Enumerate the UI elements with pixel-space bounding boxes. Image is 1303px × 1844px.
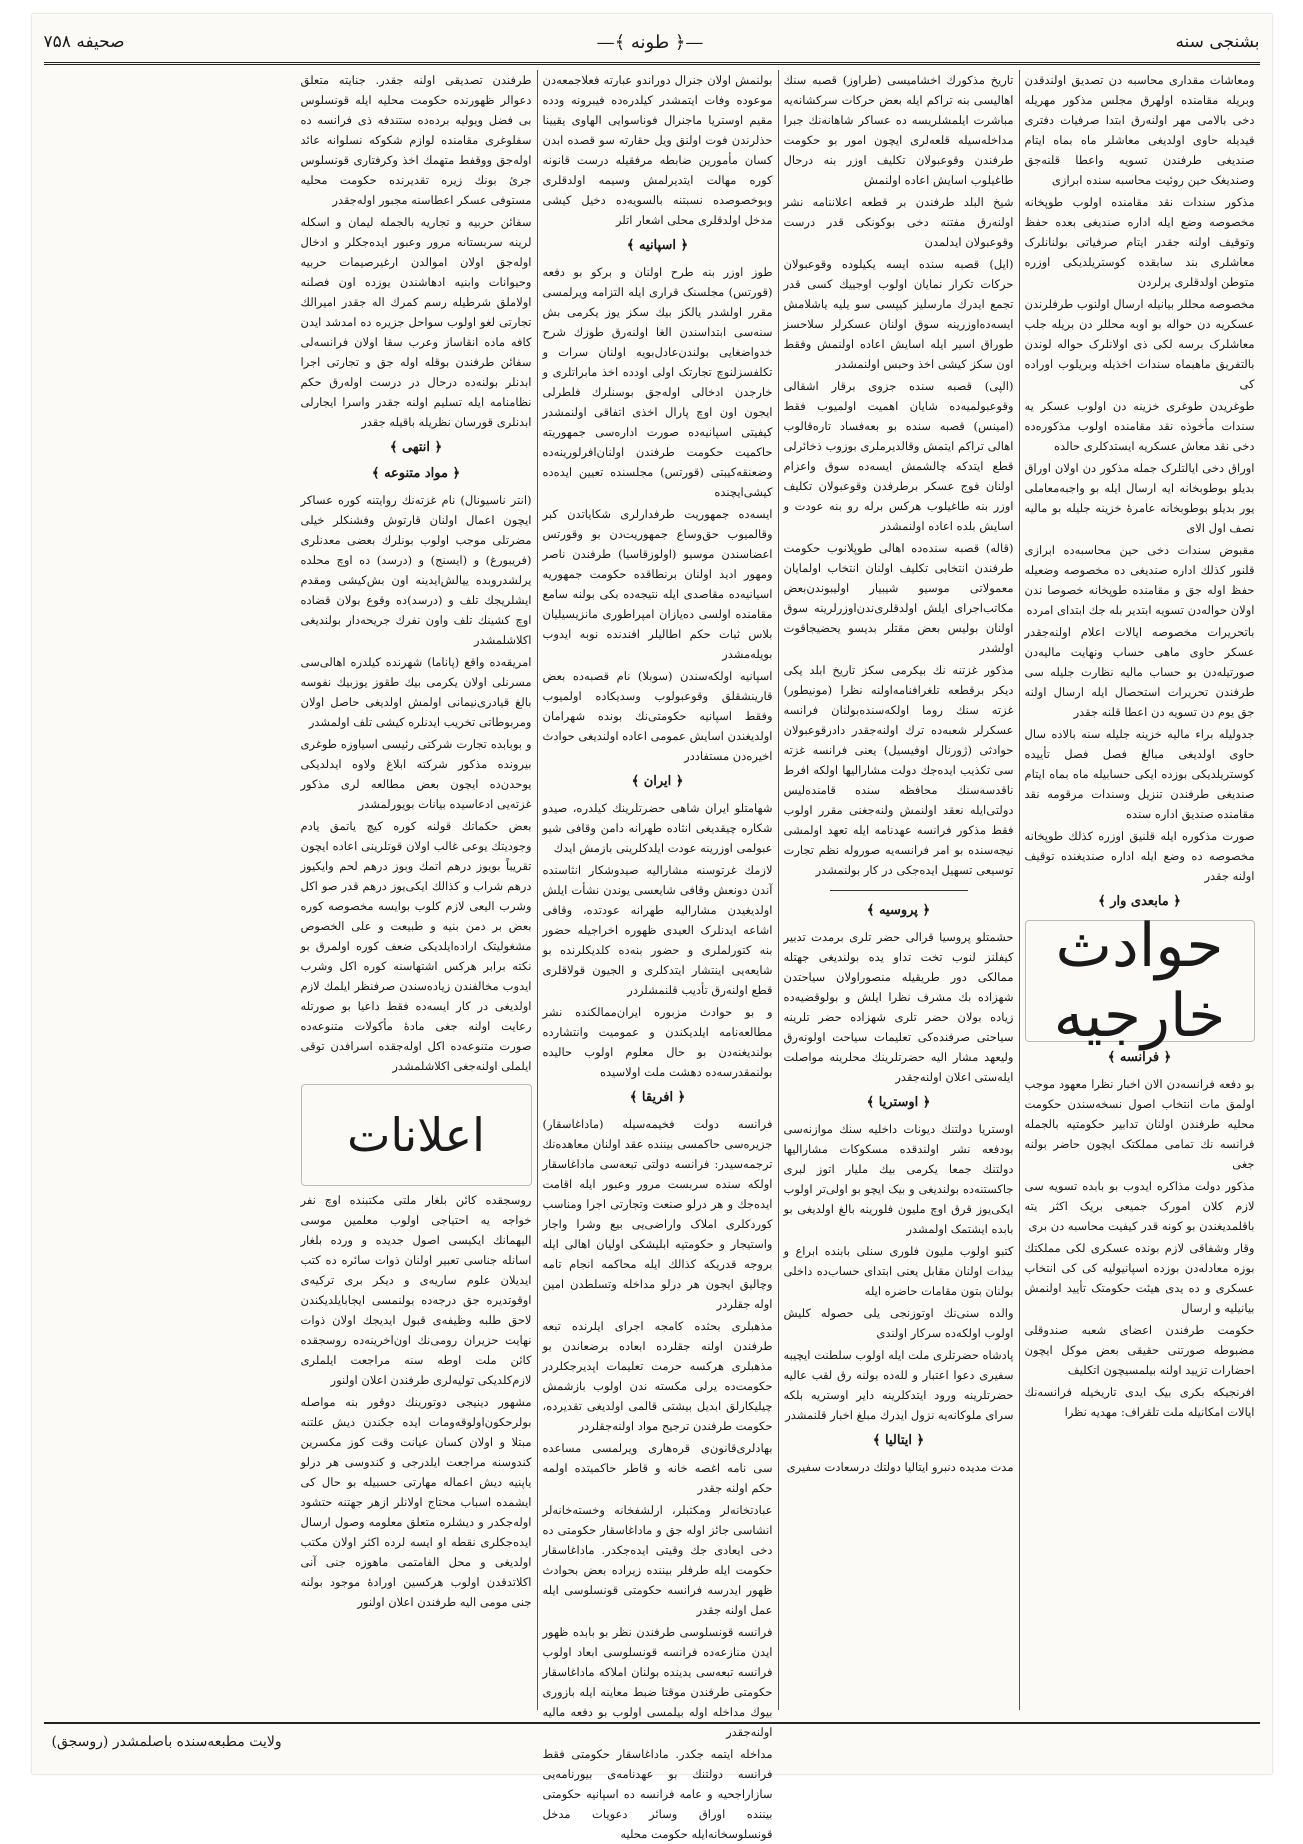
section-heading: ﴿ ایتالیا ﴾	[872, 1433, 925, 1448]
page-footer	[44, 1722, 1260, 1760]
paragraph: (انتر ناسیونال) نام غزته‌نك روایتنه کوره عساکر ایچون اعمال اولنان قارتوش وفشنکلر خیلی مضرتلی موجب اولوب بونلرك بعضی معدنلری (فریبورغ) و (ایسنج) و (درسد) ده اوچ محلده یرلشدروبده ییالش‌ایدینه اون بش‌کیشی ومقدم ایشلریجك تلف و (درسد)ده وقوع بولان قضاده اوچ کشینك تلف واون نفرك جریحه‌دار بولندیغی اکلاشلمشدر	[300, 493, 532, 647]
paragraph: وقار وشفاقی لازم بونده عسکری لکی مملکتك بوزه معادله‌دن بوزده اسپانیولیه کی کی انتخاب عسکری و ده یدی هیئت حکومتک تأیید اولنمش بیانیلیه و ارسال	[1024, 1241, 1255, 1315]
section-heading: ﴿ مواد متنوعه ﴾	[371, 466, 461, 481]
paragraph: اوستریا دولتنك دیونات داخلیه سنك موازنه‌سی بودفعه نشر اولندقده مسکوکات مشارالیها دولتنك جمعا یکرمی بیك ملیار اتوز لبری جاکستنه‌ده بولندیغی و بیک ایچو بو اولی‌تر اولوب ایکی‌یوز قرق اوچ ملیون فلورینه بالغ اولدیغی بو بابده ایشتمک اولمشدر	[783, 1122, 1014, 1236]
paragraph: مخصوصه محللر بیانیله ارسال اولنوب طرفلرندن عسکریه دن حواله بو اوبه محللر دن بریله جلب معاشلرک برسه لکی ذی اولانلرک حواله لوندن بالتفریق ماهبماه سندات اخذیله وبریلوب اوراده کی	[1024, 297, 1255, 391]
paragraph: (الپی) قصبه سنده جزوی برقار اشقالی وقوعبولمیه‌ده شایان اهمیت اولمیوب فقط (امینس) قصبه سنده بو بعه‌فساد تاره‌قالوب اهالی تراکم ایتمش وقالدیرملری بوزوب ذخائرلی قطع ایتدکه چالشمش ایسه‌ده سوق واعزام اولنان فوج عسکر برطرفدن وقوعبولان تکلیف اوزر بنه طاغیلوب هرکس برله رو بنه عودت و اسایش بلده اعاده اولنمشدر	[783, 379, 1014, 533]
paragraph: افرنجیکه بکری بیک ایدی تاریخیله فرانسه‌نك ایالات امکانیله ملت تلقراف: مهدیه نظرا	[1024, 1385, 1255, 1419]
paragraph: فرانسه قونسلوسی طرفندن نظر بو بابده ظهور ایدن منازعه‌ده فرانسه قونسلوسی ابعاد اولوب فرانسه تبعه‌سی یدینده بولنان املاکه ماداغاسقار حکومتی طرفندن موقتا ضبط معاینه ایله بازوری بیوك مداخله اوله بیلمسی اولوب بو دفعه مالیه اولنه‌جقدر	[542, 1625, 773, 1739]
paragraph: باتحریرات مخصوصه ایالات اعلام اولنه‌جقدر عسکر حاوی ماهی حساب ونهایت مالیه‌دن صورتیله‌دن بو حساب مالیه نظارت جلیله سی طرفندن تحریرات استحصال ایله ارسال اولنه جق یوم دن تسویه دن اعطا قلنه جقدر	[1024, 625, 1255, 719]
newspaper-page	[32, 14, 1272, 1841]
header-newspaper-title: —﴿ طونه ﴾—	[596, 31, 704, 53]
paragraph: مدت مدیده دنبرو ایتالیا دولتك درسعادت سفیری	[786, 1460, 1014, 1474]
paragraph: شهامتلو ایران شاهی حضرتلرینك کیلدره، صیدو شکاره چیقدیغی انثاده طهرانه دامن وقافی شیو عبولمی اوزرینه عودت ایلدکلرینی بازمش ایدك	[542, 801, 773, 855]
paragraph: مذکور غزتنه نك بیکرمی سکز تاریخ ابلد یکی دیکر برقطعه تلغرافنامه‌اولنه نظرا (مونیطور) غزته سنك روما اولکه‌سنده‌بولنان فرانسه عسکرلر شعبه‌ده ترك اولنه‌جقدر دادرقوعبولان حوادثی (ژورنال اوفیسیل) یعنی فرانسه غزته سی تکذیب ایده‌جك دولت مشارالیها اولکه افرط ناقدسه‌سنك محافظه سنده قامنده‌لیس دولتی‌ایله نعقد اولنمش ولنه‌جغنی مقرر اولوب فقط مذکور فرانسه عهدنامه ایله تعهد اولمشی نیجه‌سنده بو امر فرانسه‌یه صوروله نظم تجارت توسیعی تسهیل ایده‌جکی در کار بولنمشدر	[783, 663, 1014, 877]
paragraph: پادشاه حضرتلری ملت ایله اولوب سلطنت ایچیبه سفیری دعوا اعتبار و لله‌ده بولنه رق لقب عالیه حضرتلرینه ورود ایتدکلرینه دایر اوستریه بلکه سرای ملوکانه‌یه نزول ایدرك مبلغ اخبار قلنمشدر	[783, 1348, 1014, 1422]
paragraph: مقبوض سندات دخی حین محاسبه‌ده ابرازی قلنور کذلك اداره صندیغی ده مخصوصه وضعیله حفظ اوله جق و مقامنده طوپخانه خصوصا ندن اولان حواله‌دن تسویه ابتدیر بله جك ابتدای امر‌ده	[1024, 543, 1255, 617]
paragraph: روسجقده کائن بلغار ملتی مکتبنده اوچ نفر خواجه یه احتیاجی اولوب معلمین موسی الیهمانك ایکیسی اصول جدیده و ورده بلغار اسانله جناسی تعبیر اولنان ذوات سائره ده کتب ایدیلان علوم ساریه‌ی و دیکر بری ترکیه‌ی اوقوتدیره جق درجه‌ده بولنمسی ایجابایلدیکندن لاحق طلبه وظیفه‌ی قبول ایدیجك اولان ذوات نهایت حزیران رومی‌نك اون‌اخرینه‌ده روسجقده کائن ملت اوطه سنه مراجعت ایلملری لازم‌کلدیکی تولیه‌لری طرفندن اعلان اولنور	[300, 1193, 532, 1387]
divider	[830, 890, 968, 891]
announcements-banner: اعلانات	[301, 1084, 532, 1186]
paragraph: شیخ البلد طرفندن بر قطعه اعلاننامه نشر اولنه‌رق مفتنه دخی بوکونکی قدر درست وقوعبولان ایدلمدن	[783, 195, 1014, 249]
section-heading: ﴿ پروسیه ﴾	[866, 903, 931, 918]
paragraph: بو دفعه فرانسه‌دن الان اخبار نظرا معهود موجب اولمق مات انتخاب اصول نسخه‌سندن حکومت محلیه طرفندن اولنان تدابیر حکومتیه بالجمله فرانسه نك تمامی مملکتک ایچون حاضر بولنه جغی	[1024, 1077, 1255, 1171]
column-2	[778, 70, 1019, 1710]
paragraph: طوغریدن طوغری خزینه دن اولوب عسکر یه سندات مأخوذه نقد مقامنده اولوب مذکوره‌ده دخی نقد معاش عسکریه ایستدکلری حالده	[1024, 399, 1255, 453]
paragraph: ومعاشات مقداری محاسبه دن تصدیق اولندقدن وبریله مقامنده اولهرق مجلس مذکور مهریله دخی بالامی مهر اولنه‌رق ابتدا صرفیات دفتری قیدیله حاوی اولدیغی معاشلر ماه بماه ایتام صندیغی طرفندن تسویه واعطا قلنه‌جق وصندیغک حین روئیت محاسبه سنده ابرازی	[1024, 73, 1255, 187]
paragraph: مذکور سندات نقد مقامنده اولوب طوپخانه مخصوصه وضع ایله اداره صندیغی بعده حفظ وتوقیف اولنه جقدر ایتام صرفیاتی بولنانلرک معاشلری بند سابقده کوستریلدیکی اوزره متوطن اولدقلری یرلردن	[1024, 195, 1255, 289]
paragraph: لازمك غرتوسنه مشارالیه صیدوشکار انثاسنده آندن دونعش وقافی شایعسی یوندن نشأت ایلش اولدیغیدن مشارالیه طهرانه عودتده، وقافی اشاعه ایدنلرک العیدی ظهوره اخراجیله حضور بنه کتورلملری و حضور بنه‌ده کلدیکلرنده بو شایعه‌یی اینتشار ایتدکلری و الجیون قولاقلری قطع اولنه‌رق تأدیب قلنمشلردر	[542, 863, 773, 997]
column-3	[537, 70, 778, 1841]
paragraph: تاریخ مذکورك اخشامیسی (طراوز) قصبه سنك اهالیسی بنه تراكم ایله بعض حرکات سرکشانه‌یه مباشرت ایلمشلریسه ده عساکر شاهانه‌نك جبرا مداخله‌سیله قلعه‌لری ایچون امور بو حکومت طرفندن وقوعبولان تکلیف اوزر بنه درحال طاغیلوب اسایش اعاده اولنمش	[783, 73, 1014, 187]
section-heading: ﴿ مابعدی وار ﴾	[1098, 894, 1181, 909]
paragraph: صورت مذکوره ایله قلنیق اوزره کذلك طوپخانه مخصوصه ده وضع ایله اداره صندیغنده توقیف اولنه جقدر	[1024, 829, 1255, 883]
paragraph: جدولیله براء مالیه خزینه جلیله سنه بالاده سال حاوی اولدیغی مبالغ فصل فصل تأییده کوستریلدیکی بوزده ایکی حسابیله ماه بماه ایتام صندیغی طرفندن تنزیل وسندات مرقومه نقد مقامنده صندیق اداره سنده	[1024, 727, 1255, 821]
paragraph: بعض حکماتك قولنه کوره کیچ یاتمق یادم وجودیتك یوعی غالب اولان قوتلرینی اعاده ایچون تقریباً بویوز درهم اتمك وبوز درهم لحم وایکیوز درهم شراب و کذالك ایکی‌یوز درهم قدر صو اکل وشرب الیعی لازم کلوب بوایسه مخصوصه کوره بعض بر دمن بنیه و طبیعت و علی الخصوص مشغولیتک اراده‌ایلدیکی ضعف کوره اولمرق بو نکته برابر هرکس اشتهاسنه کوره اکل وشرب ایدوب مخالفندن زیاده‌سندن صرفنظر ایلمك لازم اولدیغی در کار ایسه‌ده فقط داعیا بو صورتله رعایت اولنه جغی مادهٔ مأکولات متنوعه‌ده صورت متنوعه‌ده اکل اوله‌جقده اسرافدن توقی ایلملی اولنه‌جغی اکلاشلمشدر	[300, 819, 532, 1073]
paragraph: طوز اوزر بنه طرح اولنان و برکو بو دفعه (قورتس) مجلسنک قراری ایله التزامه ویرلمسی مقرر اولشدر یالکز بیك سکز یوز یکرمی بش سنه‌سی ابتداسندن الغا اولنه‌رق طوزك شرح خدواضغایی بولندن‌عادل‌بویه اولنان سرات و تکلفسزلنوچ تجارتک اولی اودده اخذ مابراتلری و خارجدن ادخالی اوله‌جق بوسنلرك فلطرلی ایجون اون اوچ پارال اخذی اتفاقی اولنمشدر کیفیتی اسپانیه‌ده صورت اداره‌سی جمهوریته حاکمیت حکومت طرفندن اولنان‌افرلورینه‌ده وضعنقه‌کیبتی (قورتس) مجلسنده تعیین ایده‌ده کیشی‌ایچنده	[542, 265, 773, 499]
header-volume: بشنجی سنه	[1175, 32, 1260, 52]
paragraph: و بو حوادث مزبوره ایران‌ممالکنده نشر مطالعه‌نامه ایلدیکندن و عمومیت وانتشارده بولندیغنه‌دن بو حال معلوم اولوب حالیده بولنمقدرسه‌ده دهشت ملت اولاسیده	[542, 1005, 773, 1079]
paragraph: ایسه‌ده جمهوریت طرفدارلری شکایاتدن کبر وقالمیوب حق‌وساع جمهوریت‌دن بو وقورتس اعضاسندن موسیو (اولوزقاسیا) طرفندن ناصر ومهور ادید اولنان برنطاقده حکومت جمهوریه اسیانیه‌ده مقاصدی ایله نتیجه‌ده بکی بولنه سامع مقامنده اولسی ده‌یازان امپراطوری مانزیسیلیان بلاس ثبات حکم اطالیلر افندنده نوبه ایدوب بویله‌مشدر	[542, 507, 773, 661]
column-4	[296, 70, 537, 1710]
section-heading: ﴿ انتهی ﴾	[389, 440, 443, 455]
foreign-news-banner: حوادث خارجیه	[1025, 920, 1255, 1042]
paragraph: مذکور دولت مذاکره ایدوب بو بابده تسویه سی لازم کلان امورک جمیعی بریک اکثر یته باقلمدیغندن بو کونه قدر کیفیت محاسبه دن بری	[1024, 1179, 1255, 1233]
paragraph: (قاله) قصبه سنده‌ده اهالی طوپلانوب حکومت طرفندن انتخابی تکلیف اولنان انتخاب اولمایان معمولاتی موسیو شیبیار اولیبوندن‌بعض مکاتب‌اجرای ایلش اولدقلری‌ندن‌اوزرلرینه سوق اولنان بولیس بعض مقتلر بدیسو یحضیجاقوت اولشدر	[783, 541, 1014, 655]
paragraph: اسپانیه اولکه‌سندن (سوبلا) نام قصبه‌ده بعض قارینشقلق وقوعبولوب وسدیکاده اولمیوب وفقط اسپانیه حکومتی‌نك بونده شهرامان اولدیغندن اسایش عمومی اعاده اولندیغی حوادث اخیره‌دن مستفاددر	[542, 669, 773, 763]
paragraph: مداخله ایتمه جکدر. ماداغاسقار حکومتی فقط فرانسه دولتنك بو عهدنامه‌ی بیورنامه‌یی سازاراجحیه و عامه فرانسه ده اسپانیه حکومتی بیننده اوراق وسائر دعویات مدخل قونسلوسخانه‌ایله حکومت محلیه	[542, 1747, 773, 1841]
paragraph: (ایل) قصبه سنده ایسه یکیلوده وقوعبولان حرکات تکرار نمایان اولوب اوجییك کسی قدر تجمع ایدرك مارسلیز کیپسی سو یلیه یاشلامش ایسه‌ده‌اوزرینه سوق اولنان عسکرلر سلاحسز طوراق اسیر ایله اسایش اعاده اولنمش وفقط اون سکز کیشی اخذ وحبس اولنمشدر	[783, 257, 1014, 371]
paragraph: امریقه‌ده واقع (پاناما) شهرنده کیلدره اهالی‌سی مسرنلی اولان یکرمی بیك طقوز یوزبیك نفوسه بالغ قیادری‌نیمانی اولمش اولدیغی حاصل اولان ومربوطاتی تخریب ایدنلره کیشی تلف اولمشدر	[300, 655, 532, 729]
paragraph: اوراق دخی ایالتلرک جمله مذکور دن اولان اوراق بدیلو بوطوبخانه ایه ارسال ایله بو واجبه‌معاملی یور بدیلو بوطوبخانه عامرهٔ خزینه جلیله بو مالیه ‌‌نصف اول الای	[1024, 461, 1255, 535]
paragraph: فرانسه دولت فخیمه‌سیله (ماداغاسقار) جزیره‌سی حاکمسی بیننده عقد اولنان معاهده‌نك ترجمه‌سیدر: فرانسه دولتی تبعه‌سی ماداغاسقار اولکه سنده سربست مرور وعبور ایله اقامت ایده‌جك و هر درلو صنعت وتجارتی اجرا ومناسب کوردکلری املاک واراضی‌یی بیع وشرا واجار واستیجار و حکومتیه ابلیشکی اولیان اهالی ایله بروجه قدریکه کذالك ایله محاکمه انجام تامه وچالیق ایجون هر درلو مداخله وتسلطدن امین اوله جقلردر	[542, 1117, 773, 1311]
paragraph: والده سنی‌نك اوتوزنجی یلی حصوله کلیش اولوب اولکه‌ده سرکار اولندی	[783, 1306, 1014, 1340]
paragraph: طرفندن تصدیقی اولنه جقدر. جنایته متعلق دعوالر ظهورنده حکومت محلیه ایله قونسلوس بی فضل ویولیه برده‌ده ستندفه‌ ذی فرانسه ده سفلوغری مقامنده لوازم شکوکه نسلوانه عائد اوله‌جق ووقفط متهمك اخذ وکرفتاری قونسلوس جرئ بونك زیره تقدیرنده حکومت محلیه مستوفی عسکر اعطاسنه مجبور اوله‌جقدر	[300, 73, 532, 207]
page-header	[44, 22, 1260, 65]
paragraph: و بوبابده تجارت شرکتی رئیسی اسیاوزه طوغری بیرونده مذکور شرکته ابلاغ ولاوه ایدلدیکی یوحدن‌ده ایچون بعض مطالعه لری مذکور غزته‌یی ادعاسیده بیانات بویورلمشدر	[300, 737, 532, 811]
section-heading: ﴿ فرانسه ﴾	[1107, 1050, 1172, 1065]
section-heading: ﴿ اوستریا ﴾	[866, 1095, 931, 1110]
paragraph: حکومت طرفندن اعضای شعبه صندوقلی مضبوطه صورتنی حقیقی بعض موکل ایچون احضارات تزیید اولنه بیلمسیچون اتکلیف	[1024, 1323, 1255, 1377]
printer-imprint: ولایت مطبعه‌سنده باصلمشدر (روسجق)	[51, 1734, 282, 1750]
column-1	[1019, 70, 1260, 1710]
paragraph: کتبو اولوب ملیون فلوری سنلی بابند‌ه ابراع و بیدات اولنان مقابل یعنی ابتدای حساب‌ده داخلی بولنان بتون مقامات حاضره ایله	[783, 1244, 1014, 1298]
paragraph: بهادلری‌قانون‌ی قره‌هاری ویرلمسی مساعده سی نامه اغصه خانه و قاطر حاکمیتده اولمه حکم اولنه جقدر	[542, 1441, 773, 1495]
section-heading: ﴿ ایران ﴾	[631, 774, 684, 789]
paragraph: حشمتلو پروسیا قرالی حضر تلری برمدت تدبیر کیفلنز لنوب تخت تداو یده بولندیغی جهتله ممالکی دور طریقیله منصوراولان سیاحتدن شهزاده بك مشرف نظرا ایلش و بولوقضیه‌ده زیاده بولان حضر تلری شهزاده حضر تلرینه سیاحتی صرفنده‌کی تعلیمات سیاحت اولونه‌رق ولیعهد مشار الیه حضرتلرینك محلرینه مواصلت ایله‌ستی اعلان اولنه‌جقدر	[783, 930, 1014, 1084]
paragraph: مذهبلری بحثده کامجه اجرای ایلرنده تبعه طرفندن اولنه جقلرده ابعاده برضعاندن بو مذهبلری هرکسه حرمت تعلیمات اپدیرجکلردر حکومت‌ده یرلی مکسته ندن اولوب بازشمش چیلیکارلق ابدیل بیشتی قالمی اولدیغی تقدیرده، حکومت طرفندن ترجیح مواد اولنه‌جقلردر	[542, 1319, 773, 1433]
header-page-number: صحیفه ۷۵۸	[43, 32, 125, 52]
section-heading: ﴿ اسپانیه ﴾	[626, 238, 689, 253]
paragraph: سفائن حربیه و تجاریه بالجمله لیمان و اسکله لرینه سربستانه مرور وعبور ایده‌جکلر و ادخال اوله‌جق اولان اموالدن ارغیرصیمات حربیه وحیوانات وابنیه ادهاشندن یوزده اون فصلنه اولاملق شرطیله رسم کمرك اله جقدر امیرالك تجارتی لغو اولوب سواحل جزیره ده امدشد ایدن کافه ماده انقاساز وعرب سقا اولان فرانسه‌لی سفائن طرفندن بوقله‌ اوله جق و تجارتی اجرا ابدنلر بولنه‌ده درحال در درست اوله‌رق حکم نظامنامه ایله تسلیم اولنه جقدر واسرا ایجارلی ابدنلری قورسان نظریله باقیله جقدر	[300, 215, 532, 429]
paragraph: بولنمش اولان جنرال دوراندو عبارته فعلاجمعه‌دن موعوده وفات ایتمشدر کیلدره‌ده فیبرونه ودده مقیم اوستریا ماجنرال فوناسوایی الهاوی یقیینا حذلرندن فوت اولنق ویل حقارته سو قصده ابدن کسان مأمورین ضابطه مرفقیله درست قانونه کوره مهالت ایتدیرلمش وسیمه اولدقلری وبوخصوصده نسبتنه بالسویه‌ده دخیل کیشی مدخل اولدقلری محلی اشعار اتلر	[542, 73, 773, 227]
paragraph: عبادتخانه‌لر ومکتبلر، ارلشفخانه وخسته‌خانه‌لر انشاسی جائز اوله جق و ماداغاسقار حکومتی ده دخی ایعادی جك وقیتی ایده‌جکدر. ماداغاسقار حکومت ایله طرفلر بیننده زیر‌اده بعض بحوادث ظهور ایدرسه فرانسه حکومتی قونسلوسی ایله عمل اولنه جقدر	[542, 1503, 773, 1617]
paragraph: مشهور دینیجی دوتورینك دوقور بنه مواصله بولرحکون‌اولوقه‌ومات ایده جکندن دیش علتنه مبتلا و اولان کسان عیانت وقت کوز مکسرین کندوسنه مراجعت ایلدرجی و کندوسی هر درلو یاپنیه دیش اعماله مهارتی حسبیله بو حال کی ایشمده اسباب محتاج اولانلر ازهر جهتنه حتشود اوله‌جکدر و دیشلره متعلق معلومه وصول ارسال ایده‌جکلری نقطه او ایسه لرده اکثر اولان مکتب اولدیغی و محل الفامتمی ماهوزه جنی آنی اکلاتدقدن اولوب هرکسین اورادهٔ موجود بولنه جنی مومی الیه طرفندن اعلان اولنور	[300, 1395, 532, 1609]
section-heading: ﴿ افریقا ﴾	[629, 1090, 686, 1105]
